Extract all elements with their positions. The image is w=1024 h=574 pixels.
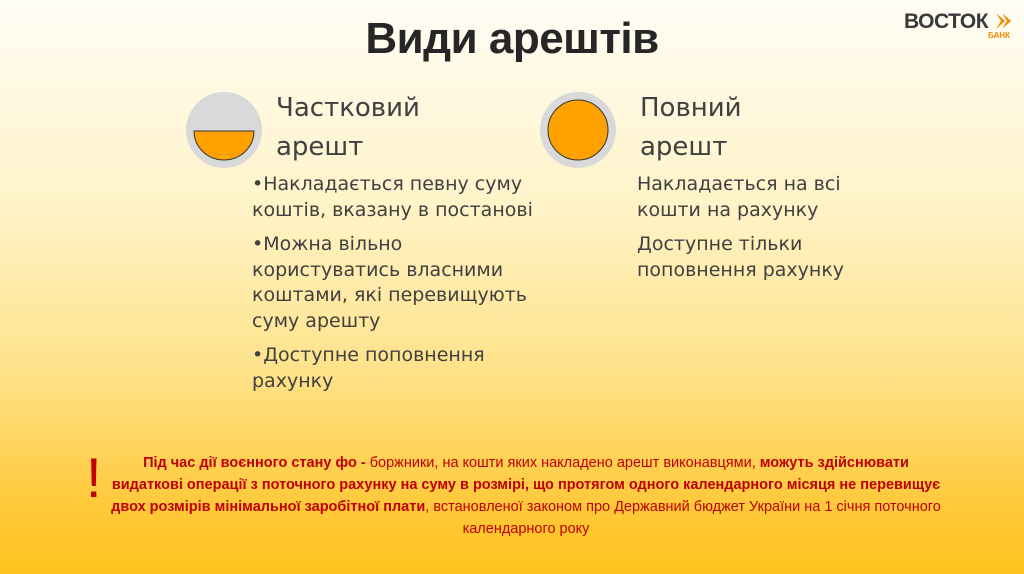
logo-subtitle: БАНК [988, 31, 1010, 40]
bank-logo [904, 10, 1014, 42]
martial-law-notice [108, 452, 944, 540]
notice-part: Під час дії воєнного стану фо - [143, 455, 370, 471]
full-arrest-icon [540, 92, 616, 168]
list-item: •Накладається певну суму коштів, вказану в постанові [252, 173, 533, 221]
list-item: Накладається на всі кошти на рахунку [637, 173, 841, 221]
partial-heading-line1: Частковий [276, 93, 420, 123]
notice-part: , встановленої законом про Державний бюджет України на 1 січня поточного календарного року [425, 499, 941, 537]
full-heading-line1: Повний [640, 93, 742, 123]
partial-arrest-icon [186, 92, 262, 168]
full-arrest-list [637, 172, 862, 292]
partial-arrest-list [252, 172, 542, 403]
list-item: •Можна вільно користуватись власними коштами, які перевищують суму арешту [252, 233, 527, 332]
exclamation-icon: ! [86, 446, 102, 509]
full-heading-line2: арешт [640, 132, 728, 162]
partial-arrest-heading [276, 89, 420, 167]
list-item: Доступне тільки поповнення рахунку [637, 233, 845, 281]
page-title: Види арештів [365, 14, 659, 63]
notice-part: боржники, [369, 455, 443, 471]
notice-part: на кошти яких накладено арешт виконавцями, [442, 455, 760, 471]
notice-part: можуть здійснювати видаткові операції з поточного рахунку на суму в розмірі, що протягом одного календарного місяця не перевищує двох розмірів мінімальної заробітної плати [111, 455, 941, 515]
logo-wordmark: ВОСТОК [904, 10, 989, 33]
list-item: •Доступне поповнення рахунку [252, 344, 485, 392]
logo-chevron-icon [996, 13, 1012, 29]
partial-heading-line2: арешт [276, 132, 364, 162]
full-arrest-heading [640, 89, 742, 167]
